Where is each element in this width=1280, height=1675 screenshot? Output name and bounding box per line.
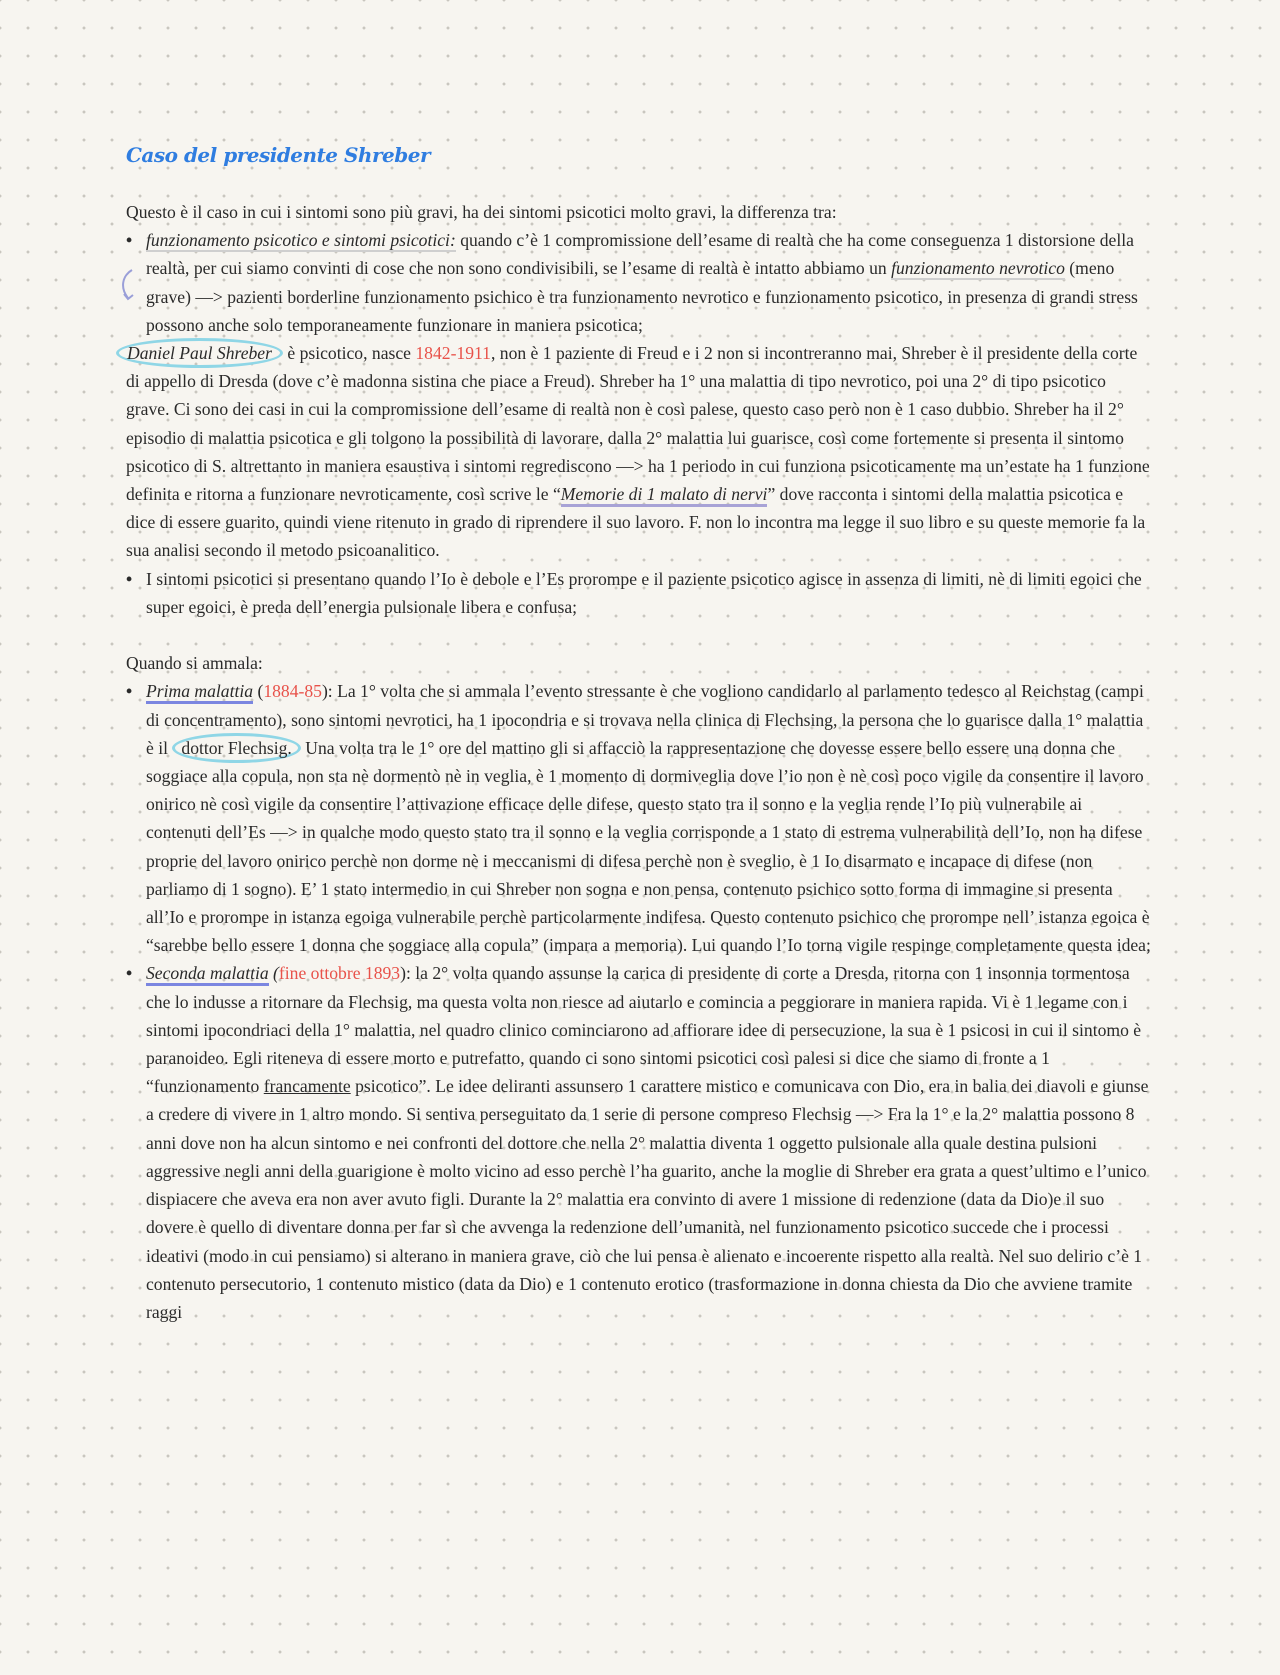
note-body bbox=[126, 198, 1151, 1326]
text: ): la 2° volta quando assunse la carica di presidente di corte a Dresda, ritorna con 1 insonnia tormentosa che lo indusse a ritornare da Flechsig, ma questa volta non riesce ad aiutarlo e comincia a peggiorare in maniera rapida. Vi è 1 legame con i sintomi ipocondriaci della 1° malattia, nel quadro clinico cominciarono ad affiorare idee di persecuzione, la sua è 1 psicosi in cui il sintomo è paranoideo. Egli riteneva di essere morto e putrefatto, quando ci sono sintomi psicotici così palesi si dice che siamo di fronte a 1 “funzionamento bbox=[146, 963, 1142, 1097]
bullet-psychotic-functioning bbox=[126, 226, 1151, 339]
term-first-illness: Prima malattia bbox=[146, 681, 253, 704]
text: Una volta tra le 1° ore del mattino gli si affacciò la rappresentazione che dovesse essere bello essere una donna che soggiace alla copula, non sta nè dormentò nè in veglia, è 1 momento di dormiveglia dove l’io non è nè così poco vigile da consentire il lavoro onirico nè così vigile da consentire l’attivazione efficace delle difese, questo stato tra il sonno e la veglia rende l’Io più vulnerabile ai contenuti dell’Es —> in qualche modo questo stato tra il sonno e la veglia corrisponde a 1 stato di estrema vulnerabilità dell’Io, non ha difese proprie del lavoro onirico perchè non dorme nè i meccanismi di difesa perchè non è sveglio, è 1 Io disarmato e incapace di difese (non parliamo di 1 sogno). E’ 1 stato intermedio in cui Shreber non sogna e non pensa, contenuto psichico sotto forma di immagine si presenta all’Io e prorompe in istanza egoiga vulnerabile perchè particolarmente indifesa. Questo contenuto psichico che prorompe nell’ istanza egoica è “sarebbe bello essere 1 donna che soggiace alla copula” (impara a memoria). Lui quando l’Io torna vigile respinge completamente questa idea; bbox=[146, 737, 1151, 956]
bullet-second-illness bbox=[126, 959, 1151, 1326]
text: (meno grave) —> pazienti borderline funzionamento psichico è tra funzionamento nevrotico e funzionamento psicotico, in presenza di grandi stress possono anche solo temporaneamente funzionare in maniera psicotica; bbox=[146, 258, 1138, 335]
text: ( bbox=[253, 681, 264, 702]
text: ( bbox=[268, 963, 279, 984]
underlined-word: francamente bbox=[263, 1076, 351, 1097]
note-page bbox=[126, 138, 1151, 1326]
doctor-circled: dottor Flechsig. bbox=[172, 733, 300, 763]
when-heading: Quando si ammala: bbox=[126, 653, 263, 674]
bullet-psychotic-symptoms: • I sintomi psicotici si presentano quando l’Io è debole e l’Es prorompe e il paziente psicotico agisce in assenza di limiti, nè di limiti egoici che super egoici, è preda dell’energia pulsionale libera e confusa; bbox=[126, 565, 1151, 621]
years-red: 1842-1911 bbox=[415, 343, 491, 364]
years-red: fine ottobre 1893 bbox=[278, 963, 401, 984]
page-title: Caso del presidente Shreber bbox=[126, 143, 430, 167]
intro-paragraph: Questo è il caso in cui i sintomi sono più gravi, ha dei sintomi psicotici molto gravi, la differenza tra: bbox=[126, 202, 837, 222]
bullet-first-illness bbox=[126, 677, 1151, 959]
term-neurotic: funzionamento nevrotico bbox=[891, 258, 1065, 279]
term-psychotic: funzionamento psicotico e sintomi psicotici: bbox=[146, 230, 456, 251]
text: quando c’è 1 compromissione dell’esame di realtà che ha come conseguenza 1 distorsione della realtà, per cui siamo convinti di cose che non sono condivisibili, se l’esame di realtà è intatto abbiamo un bbox=[146, 230, 1134, 279]
shreber-name-circled: Daniel Paul Shreber bbox=[116, 338, 283, 368]
years-red: 1884-85 bbox=[263, 681, 322, 702]
book-title: Memorie di 1 malato di nervi bbox=[561, 484, 768, 507]
text: è psicotico, nasce bbox=[282, 343, 416, 364]
paragraph-shreber bbox=[126, 339, 1151, 565]
text: ” dove racconta i sintomi della malattia psicotica e dice di essere guarito, quindi viene ritenuto in grado di riprendere il suo lavoro. F. non lo incontra ma legge il suo libro e su queste memorie fa la sua analisi secondo il metodo psicoanalitico. bbox=[126, 484, 1146, 561]
text: psicotico”. Le idee deliranti assunsero 1 carattere mistico e comunicava con Dio, era in balia dei diavoli e giunse a credere di vivere in 1 altro mondo. Si sentiva perseguitato da 1 serie di persone compreso Flechsig —> Fra la 1° e la 2° malattia possono 8 anni dove non ha alcun sintomo e nei confronti del dottore che nella 2° malattia diventa 1 oggetto pulsionale alla quale destina pulsioni aggressive negli anni della guarigione è molto vicino ad esso perchè l’ha guarito, anche la moglie di Shreber era grata a quest’ultimo e l’unico dispiacere che aveva era non aver avuto figli. Durante la 2° malattia era convinto di avere 1 missione di redenzione (data da Dio)e il suo dovere è quello di diventare donna per far sì che avvenga la redenzione dell’umanità, nel funzionamento psicotico succede che i processi ideativi (modo in cui pensiamo) si alterano in maniera grave, ciò che lui pensa è alienato e incoerente rispetto alla realtà. Nel suo delirio c’è 1 contenuto persecutorio, 1 contenuto mistico (data da Dio) e 1 contenuto erotico (trasformazione in donna chiesta da Dio che avviene tramite raggi bbox=[146, 1076, 1149, 1322]
text: , non è 1 paziente di Freud e i 2 non si incontreranno mai, Shreber è il presidente della corte di appello di Dresda (dove c’è madonna sistina che piace a Freud). Shreber ha 1° una malattia di tipo nevrotico, poi una 2° di tipo psicotico grave. Ci sono dei casi in cui la compromissione dell’esame di realtà non è così palese, questo caso però non è 1 caso dubbio. Shreber ha il 2° episodio di malattia psicotica e gli tolgono la possibilità di lavorare, dalla 2° malattia lui guarisce, così come fortemente si presenta il sintomo psicotico di S. altrettanto in maniera esaustiva i sintomi regrediscono —> ha 1 periodo in cui funziona psicoticamente ma un’estate ha 1 funzione definita e ritorna a funzionare nevroticamente, così scrive le “ bbox=[126, 343, 1150, 505]
term-second-illness: Seconda malattia bbox=[146, 963, 269, 986]
text: ): La 1° volta che si ammala l’evento stressante è che vogliono candidarlo al parlamento tedesco al Reichstag (campi di concentramento), sono sintomi nevrotici, ha 1 ipocondria e si trovava nella clinica di Flechsing, la persona che lo guarisce dalla 1° malattia è il bbox=[146, 681, 1144, 758]
